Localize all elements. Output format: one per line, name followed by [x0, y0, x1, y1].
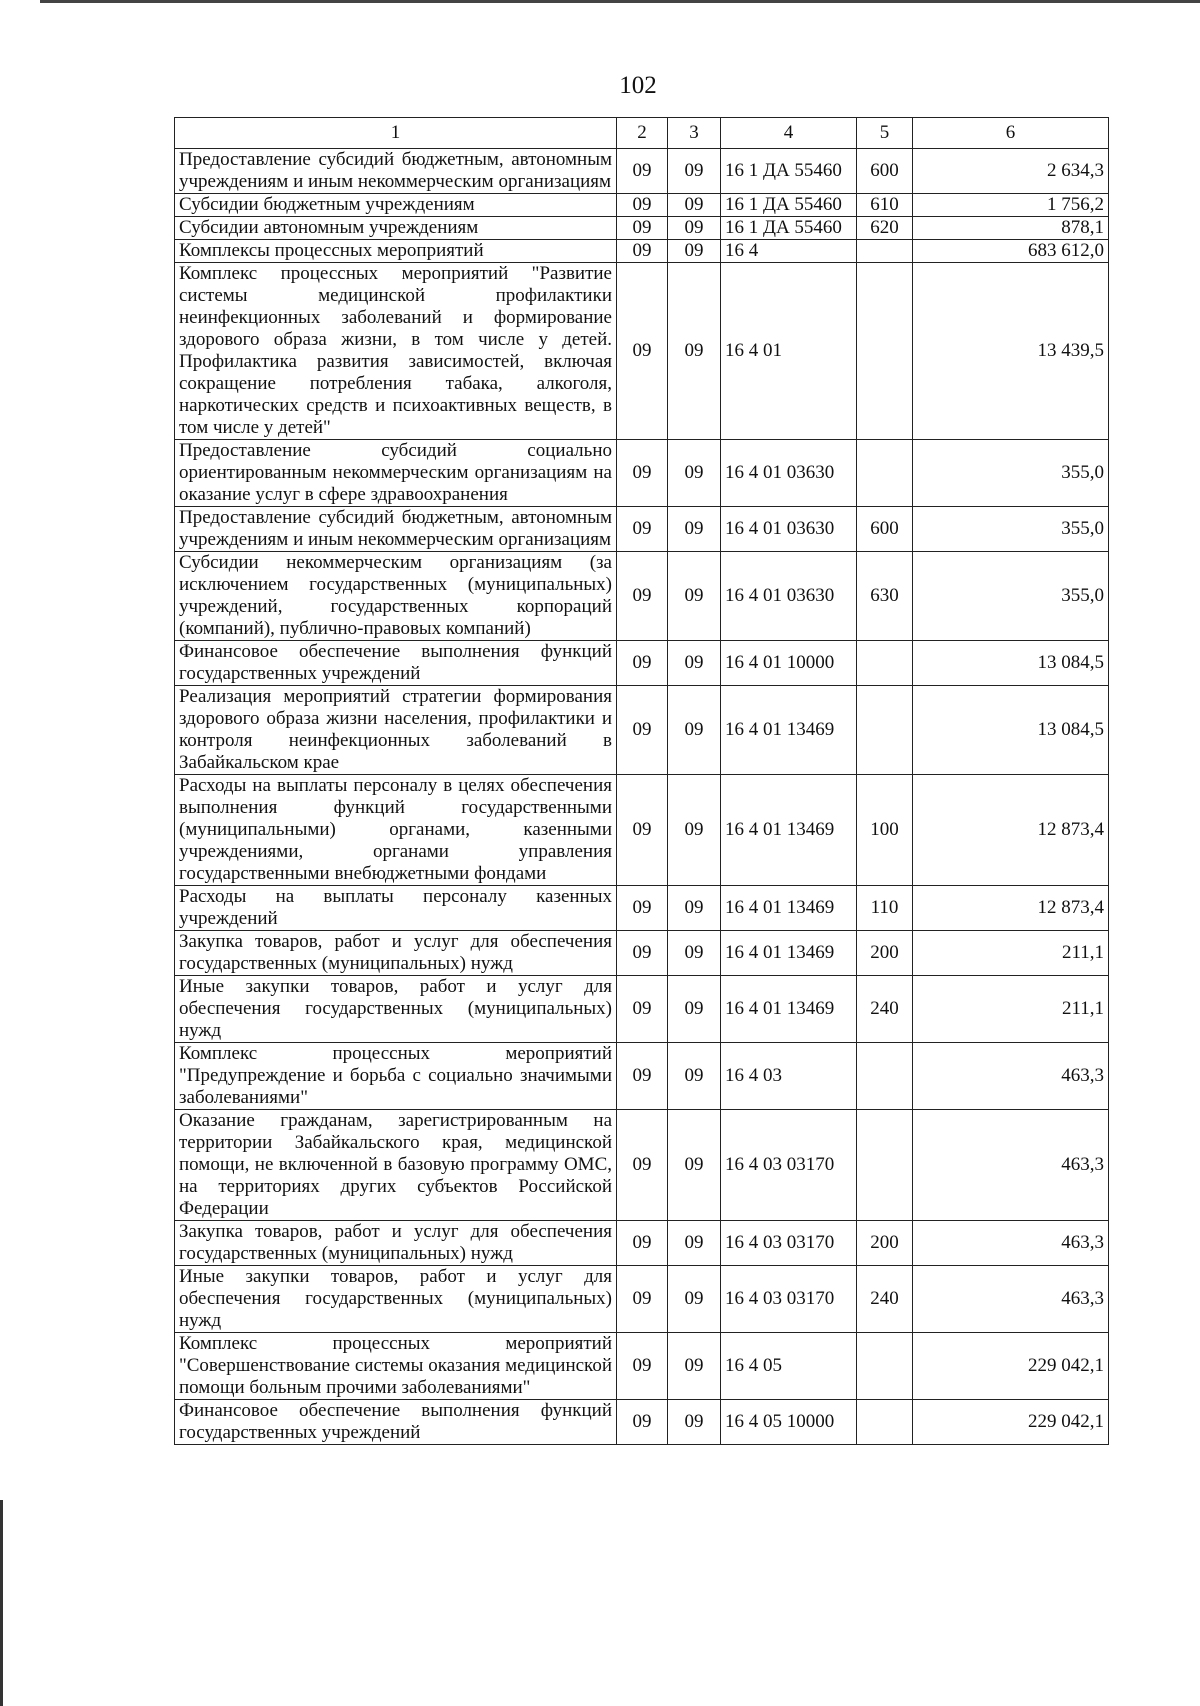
section-code: 09 — [617, 507, 668, 552]
amount: 463,3 — [913, 1221, 1109, 1266]
expense-type: 620 — [857, 217, 913, 240]
amount: 211,1 — [913, 976, 1109, 1043]
header-col-5: 5 — [857, 118, 913, 149]
row-name: Финансовое обеспечение выполнения функций государственных учреждений — [175, 1400, 617, 1445]
section-code: 09 — [617, 1110, 668, 1221]
amount: 13 439,5 — [913, 263, 1109, 440]
section-code: 09 — [617, 931, 668, 976]
expense-type — [857, 641, 913, 686]
table-row — [175, 217, 1109, 240]
target-article: 16 4 01 13469 — [721, 686, 857, 775]
subsection-code: 09 — [668, 886, 721, 931]
section-code: 09 — [617, 1043, 668, 1110]
row-name: Оказание гражданам, зарегистрированным на территории Забайкальского края, медицинской помощи, не включенной в базовую программу ОМС, на территориях других субъектов Российской Федерации — [175, 1110, 617, 1221]
row-name: Субсидии автономным учреждениям — [175, 217, 617, 240]
target-article: 16 4 01 03630 — [721, 440, 857, 507]
expense-type: 200 — [857, 931, 913, 976]
amount: 355,0 — [913, 440, 1109, 507]
section-code: 09 — [617, 149, 668, 194]
target-article: 16 4 03 03170 — [721, 1110, 857, 1221]
row-name: Реализация мероприятий стратегии формирования здорового образа жизни населения, профилактики и контроля неинфекционных заболеваний в Забайкальском крае — [175, 686, 617, 775]
section-code: 09 — [617, 886, 668, 931]
scan-edge-left — [0, 1500, 3, 1706]
table-row — [175, 1221, 1109, 1266]
expense-type: 100 — [857, 775, 913, 886]
target-article: 16 1 ДА 55460 — [721, 194, 857, 217]
table-row — [175, 1043, 1109, 1110]
table-row — [175, 507, 1109, 552]
expense-type — [857, 1333, 913, 1400]
header-col-6: 6 — [913, 118, 1109, 149]
target-article: 16 4 05 10000 — [721, 1400, 857, 1445]
table-row — [175, 931, 1109, 976]
table-row — [175, 1266, 1109, 1333]
target-article: 16 4 01 13469 — [721, 931, 857, 976]
target-article: 16 4 01 03630 — [721, 507, 857, 552]
amount: 12 873,4 — [913, 886, 1109, 931]
row-name: Субсидии бюджетным учреждениям — [175, 194, 617, 217]
subsection-code: 09 — [668, 1333, 721, 1400]
amount: 13 084,5 — [913, 641, 1109, 686]
amount: 12 873,4 — [913, 775, 1109, 886]
expense-type: 600 — [857, 507, 913, 552]
table-row — [175, 686, 1109, 775]
table-row — [175, 240, 1109, 263]
subsection-code: 09 — [668, 931, 721, 976]
table-row — [175, 775, 1109, 886]
expense-type: 630 — [857, 552, 913, 641]
table-row — [175, 1110, 1109, 1221]
subsection-code: 09 — [668, 1400, 721, 1445]
section-code: 09 — [617, 1400, 668, 1445]
amount: 13 084,5 — [913, 686, 1109, 775]
expense-type — [857, 1400, 913, 1445]
amount: 683 612,0 — [913, 240, 1109, 263]
expense-type: 240 — [857, 1266, 913, 1333]
expense-type — [857, 686, 913, 775]
expense-type: 600 — [857, 149, 913, 194]
section-code: 09 — [617, 263, 668, 440]
amount: 355,0 — [913, 552, 1109, 641]
row-name: Предоставление субсидий бюджетным, автономным учреждениям и иным некоммерческим организациям — [175, 149, 617, 194]
section-code: 09 — [617, 240, 668, 263]
target-article: 16 4 01 13469 — [721, 976, 857, 1043]
subsection-code: 09 — [668, 263, 721, 440]
subsection-code: 09 — [668, 1221, 721, 1266]
header-col-4: 4 — [721, 118, 857, 149]
section-code: 09 — [617, 217, 668, 240]
target-article: 16 4 01 10000 — [721, 641, 857, 686]
amount: 2 634,3 — [913, 149, 1109, 194]
row-name: Комплекс процессных мероприятий "Совершенствование системы оказания медицинской помощи больным прочими заболеваниями" — [175, 1333, 617, 1400]
section-code: 09 — [617, 194, 668, 217]
table-row — [175, 1333, 1109, 1400]
row-name: Закупка товаров, работ и услуг для обеспечения государственных (муниципальных) нужд — [175, 1221, 617, 1266]
target-article: 16 1 ДА 55460 — [721, 217, 857, 240]
expense-type — [857, 240, 913, 263]
row-name: Иные закупки товаров, работ и услуг для обеспечения государственных (муниципальных) нужд — [175, 976, 617, 1043]
budget-table — [174, 117, 1109, 1445]
table-row — [175, 552, 1109, 641]
expense-type — [857, 1043, 913, 1110]
table-row — [175, 149, 1109, 194]
target-article: 16 4 01 13469 — [721, 886, 857, 931]
row-name: Субсидии некоммерческим организациям (за исключением государственных (муниципальных) учреждений, государственных корпораций (компаний), публично-правовых компаний) — [175, 552, 617, 641]
table-row — [175, 194, 1109, 217]
section-code: 09 — [617, 641, 668, 686]
target-article: 16 4 01 — [721, 263, 857, 440]
row-name: Закупка товаров, работ и услуг для обеспечения государственных (муниципальных) нужд — [175, 931, 617, 976]
amount: 1 756,2 — [913, 194, 1109, 217]
target-article: 16 4 — [721, 240, 857, 263]
subsection-code: 09 — [668, 1110, 721, 1221]
amount: 229 042,1 — [913, 1333, 1109, 1400]
amount: 463,3 — [913, 1110, 1109, 1221]
expense-type: 110 — [857, 886, 913, 931]
subsection-code: 09 — [668, 440, 721, 507]
header-col-2: 2 — [617, 118, 668, 149]
target-article: 16 4 01 03630 — [721, 552, 857, 641]
section-code: 09 — [617, 552, 668, 641]
row-name: Расходы на выплаты персоналу казенных учреждений — [175, 886, 617, 931]
row-name: Комплексы процессных мероприятий — [175, 240, 617, 263]
target-article: 16 1 ДА 55460 — [721, 149, 857, 194]
expense-type: 610 — [857, 194, 913, 217]
scan-edge-top — [40, 0, 1200, 3]
expense-type: 240 — [857, 976, 913, 1043]
subsection-code: 09 — [668, 686, 721, 775]
amount: 229 042,1 — [913, 1400, 1109, 1445]
row-name: Иные закупки товаров, работ и услуг для обеспечения государственных (муниципальных) нужд — [175, 1266, 617, 1333]
subsection-code: 09 — [668, 1266, 721, 1333]
subsection-code: 09 — [668, 552, 721, 641]
row-name: Комплекс процессных мероприятий "Развитие системы медицинской профилактики неинфекционных заболеваний и формирование здорового образа жизни, в том числе у детей. Профилактика развития зависимостей, включая сокращение потребления табака, алкоголя, наркотических средств и психоактивных веществ, в том числе у детей" — [175, 263, 617, 440]
amount: 355,0 — [913, 507, 1109, 552]
table-header-row — [175, 118, 1109, 149]
table-row — [175, 263, 1109, 440]
amount: 878,1 — [913, 217, 1109, 240]
table-row — [175, 1400, 1109, 1445]
row-name: Комплекс процессных мероприятий "Предупреждение и борьба с социально значимыми заболеваниями" — [175, 1043, 617, 1110]
subsection-code: 09 — [668, 1043, 721, 1110]
subsection-code: 09 — [668, 775, 721, 886]
amount: 463,3 — [913, 1266, 1109, 1333]
section-code: 09 — [617, 1266, 668, 1333]
subsection-code: 09 — [668, 507, 721, 552]
target-article: 16 4 03 03170 — [721, 1221, 857, 1266]
section-code: 09 — [617, 440, 668, 507]
table-row — [175, 976, 1109, 1043]
subsection-code: 09 — [668, 240, 721, 263]
subsection-code: 09 — [668, 217, 721, 240]
section-code: 09 — [617, 1221, 668, 1266]
subsection-code: 09 — [668, 194, 721, 217]
section-code: 09 — [617, 775, 668, 886]
page-number: 102 — [619, 72, 657, 99]
table-row — [175, 641, 1109, 686]
header-col-3: 3 — [668, 118, 721, 149]
row-name: Расходы на выплаты персоналу в целях обеспечения выполнения функций государственными (муниципальными) органами, казенными учреждениями, органами управления государственными внебюджетными фондами — [175, 775, 617, 886]
subsection-code: 09 — [668, 976, 721, 1043]
subsection-code: 09 — [668, 641, 721, 686]
section-code: 09 — [617, 686, 668, 775]
row-name: Предоставление субсидий социально ориентированным некоммерческим организациям на оказание услуг в сфере здравоохранения — [175, 440, 617, 507]
amount: 211,1 — [913, 931, 1109, 976]
expense-type — [857, 263, 913, 440]
table-row — [175, 886, 1109, 931]
target-article: 16 4 01 13469 — [721, 775, 857, 886]
row-name: Предоставление субсидий бюджетным, автономным учреждениям и иным некоммерческим организациям — [175, 507, 617, 552]
section-code: 09 — [617, 976, 668, 1043]
expense-type: 200 — [857, 1221, 913, 1266]
section-code: 09 — [617, 1333, 668, 1400]
expense-type — [857, 440, 913, 507]
target-article: 16 4 05 — [721, 1333, 857, 1400]
expense-type — [857, 1110, 913, 1221]
target-article: 16 4 03 — [721, 1043, 857, 1110]
target-article: 16 4 03 03170 — [721, 1266, 857, 1333]
row-name: Финансовое обеспечение выполнения функций государственных учреждений — [175, 641, 617, 686]
header-col-1: 1 — [175, 118, 617, 149]
subsection-code: 09 — [668, 149, 721, 194]
table-body — [175, 149, 1109, 1445]
table-row — [175, 440, 1109, 507]
amount: 463,3 — [913, 1043, 1109, 1110]
